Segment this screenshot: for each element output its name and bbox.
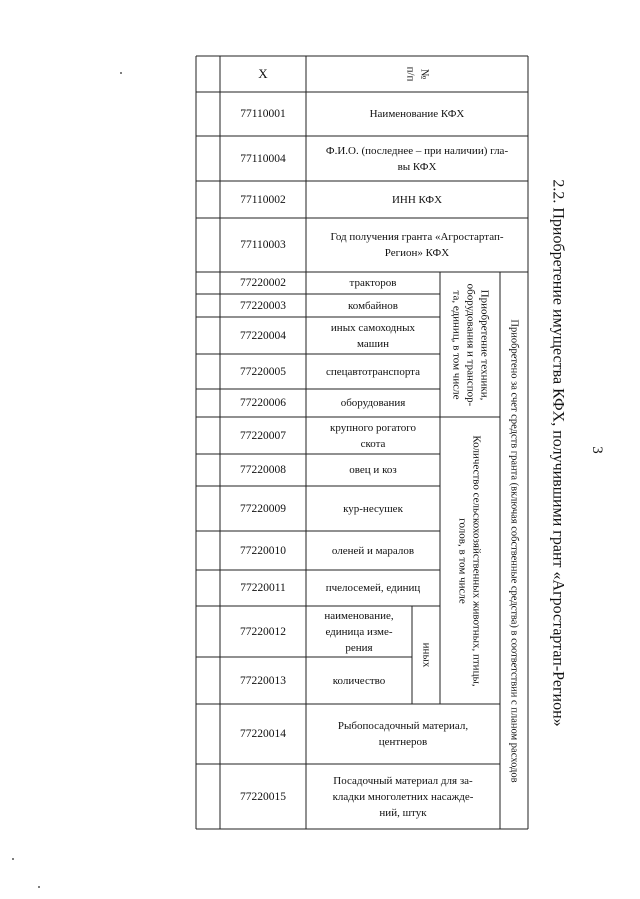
table-row-label: оборудования [340,397,406,409]
header-number-sign: № [418,68,430,80]
table-row-code: 77220011 [240,582,286,594]
table-row-code: 77110003 [240,239,286,251]
table-row-code: 77110002 [240,193,286,206]
group-livestock-line: Количество сельскохозяйственных животных, птицы, [471,434,483,687]
group-equipment-line: оборудования и транспор- [464,283,476,406]
table-row-code: 77220003 [240,299,286,312]
table-row-label: иных самоходных машин [330,321,416,350]
header-x-label: X [258,66,268,81]
table-row-label: Год получения гранта «Агростартап- Регион» КФХ [330,231,504,259]
table-row-label: крупного рогатого скота [330,421,416,450]
group-equipment-line: та, единиц, в том числе [450,290,462,399]
table-row-label: кур-несушек [343,502,403,515]
group-equipment-cell [440,272,500,417]
table-row-code: 77220009 [240,502,286,515]
group-other-label: иных [419,642,432,668]
table-row-code: 77220008 [240,464,286,476]
table-row-label: оленей и маралов [331,544,415,557]
group-grant-cell [500,272,528,829]
group-livestock-line: голов, в том числе [457,517,469,604]
table-row-code: 77110001 [240,108,286,120]
table-row-code: 77220002 [240,277,286,289]
group-grant-label: Приобретено за счет средств гранта (включая собственные средства) в соответствии с планом расходов [509,318,521,783]
table-row-code: 77220014 [240,728,286,740]
group-other-cell [412,606,440,704]
table-row-code: 77220012 [240,625,286,638]
group-equipment-line: Приобретение техники, [478,289,490,400]
table-row-label: Наименование КФХ [369,108,465,120]
table-row-code: 77220013 [240,674,286,687]
table-row-label: спецавтотранспорта [325,365,420,378]
page-number: 3 [589,446,605,454]
table-row-label: пчелосемей, единиц [325,582,421,594]
table-row-code: 77220010 [240,544,286,557]
table-row-label: Ф.И.О. (последнее – при наличии) гла- вы КФХ [325,144,509,173]
table-row-label: тракторов [349,277,397,289]
table-row-code: 77220006 [240,397,286,409]
header-number-cell [306,56,528,92]
table-row-label: наименование, единица изме- рения [324,609,394,654]
section-title-text: 2.2. Приобретение имущества КФХ, получившими грант «Агростартап-Регион» [550,179,568,727]
table-row-label: овец и коз [349,464,397,476]
table-row-code: 77220015 [240,790,286,803]
table-row-code: 77220004 [240,329,286,342]
header-number-abbrev: п/п [404,66,416,82]
table-row-label: Рыбопосадочный материал, центнеров [337,720,469,748]
table-row-label: ИНН КФХ [391,193,443,206]
table-row-code: 77220007 [240,429,286,442]
table-row-label: Посадочный материал для за- кладки многолетних насажде- ний, штук [332,774,474,819]
table-row-label: комбайнов [348,299,398,312]
table-row-code: 77110004 [240,152,286,165]
group-livestock-cell [440,417,500,704]
table-row-code: 77220005 [240,365,286,378]
header-x-cell [220,56,306,92]
table-row-label: количество [332,674,386,687]
